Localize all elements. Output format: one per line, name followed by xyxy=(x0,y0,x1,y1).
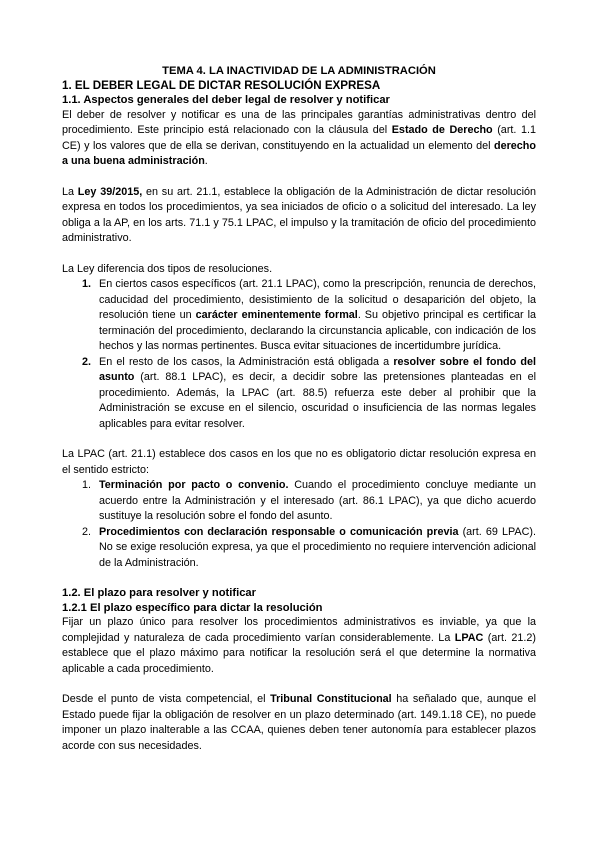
paragraph-tribunal-constitucional xyxy=(62,692,536,754)
list-number: 1. xyxy=(82,278,92,291)
text: (art. 69 LPAC). No se exige resolución expresa, ya que el procedimiento no requiere intervención adicional de la Administración. xyxy=(99,525,536,569)
bold-text: derecho a una buena administración xyxy=(62,139,536,168)
paragraph-plazo-unico xyxy=(62,615,536,677)
bold-text: Tribunal Constitucional xyxy=(270,693,392,706)
bold-text: Estado de Derecho xyxy=(391,124,493,137)
text: ha señalado que, aunque el Estado puede fijar la obligación de resolver en un plazo determinado (art. 149.1.18 CE), no puede imponer un plazo inalterable a las CCAA, quienes deben tener autonomía para establecer plazos acorde con sus necesidades. xyxy=(62,693,537,752)
list-tipos-resoluciones xyxy=(62,277,536,432)
bold-text: LPAC xyxy=(454,631,484,644)
section-heading-1: 1. EL DEBER LEGAL DE DICTAR RESOLUCIÓN EXPRESA xyxy=(62,79,381,92)
list-number: 2. xyxy=(82,525,92,538)
list-casos-no-obligatorios xyxy=(62,478,536,571)
subsection-heading-1-2-1: 1.2.1 El plazo específico para dictar la resolución xyxy=(62,601,323,614)
text: (art. 21.2) establece que el plazo máximo para notificar la resolución será el que determine la normativa aplicable a cada procedimiento. xyxy=(62,631,536,675)
list-item xyxy=(62,355,536,433)
text: . Su objetivo principal es certificar la terminación del procedimiento, declarando la circunstancia aplicable, con indicación de los hechos y las normas pertinentes. Busca evitar situaciones de incertidumbre jurídica. xyxy=(99,309,536,353)
text: En el resto de los casos, la Administración está obligada a xyxy=(99,355,394,368)
text: En ciertos casos específicos (art. 21.1 LPAC), como la prescripción, renuncia de derechos, caducidad del procedimiento, desistimiento de la solicitud o desaparición del objeto, la resolución tiene un xyxy=(99,278,536,322)
bold-text: Procedimientos con declaración responsable o comunicación previa xyxy=(99,525,459,538)
bold-text: Terminación por pacto o convenio. xyxy=(99,479,289,492)
bold-text: Ley 39/2015, xyxy=(77,185,143,198)
text: Desde el punto de vista competencial, el xyxy=(62,693,271,706)
document-title: TEMA 4. LA INACTIVIDAD DE LA ADMINISTRACIÓN xyxy=(162,65,436,77)
list-item xyxy=(62,478,536,525)
text: El deber de resolver y notificar es una de las principales garantías administrativas dentro del procedimiento. Este principio está relacionado con la cláusula del xyxy=(62,108,536,137)
subsection-heading-1-2: 1.2. El plazo para resolver y notificar xyxy=(62,587,256,600)
text: (art. 88.1 LPAC), es decir, a decidir sobre las pretensiones planteadas en el procedimiento. Además, la LPAC (art. 88.5) refuerza este deber al prohibir que la Administración se excuse en el silencio, oscuridad o insuficiencia de las normas legales aplicables para evitar resolver. xyxy=(99,371,536,430)
paragraph-ley-39-2015 xyxy=(62,185,536,247)
paragraph-tipos-resoluciones: La Ley diferencia dos tipos de resoluciones. xyxy=(62,262,273,275)
text: en su art. 21.1, establece la obligación de la Administración de dictar resolución expresa en todos los procedimientos, ya sea iniciados de oficio o a solicitud del interesado. La ley obliga a la AP, en los arts. 71.1 y 75.1 LPAC, el impulso y la tramitación de oficio del procedimiento administrativo. xyxy=(62,185,536,245)
text: Fijar un plazo único para resolver los procedimientos administrativos es inviable, ya que la complejidad y naturaleza de cada procedimiento varían considerablemente. La xyxy=(62,616,536,644)
bold-text: resolver sobre el fondo del asunto xyxy=(99,355,536,384)
list-item xyxy=(62,277,536,355)
text: . xyxy=(204,155,208,168)
paragraph-deber-resolver xyxy=(62,108,536,170)
list-item xyxy=(62,525,536,572)
list-number: 2. xyxy=(82,355,92,368)
document-page xyxy=(62,64,536,754)
bold-text: carácter eminentemente formal xyxy=(195,309,358,322)
text: (art. 1.1 CE) y los valores que de ella se derivan, constituyendo en la actualidad un elemento del xyxy=(62,124,536,152)
paragraph-casos-no-obligatorios: La LPAC (art. 21.1) establece dos casos en los que no es obligatorio dictar resolución expresa en el sentido estricto: xyxy=(62,448,536,476)
list-number: 1. xyxy=(82,479,92,492)
text: Cuando el procedimiento concluye mediante un acuerdo entre la Administración y el interesado (art. 86.1 LPAC), ya que dicho acuerdo sustituye la resolución sobre el fondo del asunto. xyxy=(99,479,536,523)
text: La xyxy=(62,185,78,198)
subsection-heading-1-1: 1.1. Aspectos generales del deber legal de resolver y notificar xyxy=(62,94,390,106)
